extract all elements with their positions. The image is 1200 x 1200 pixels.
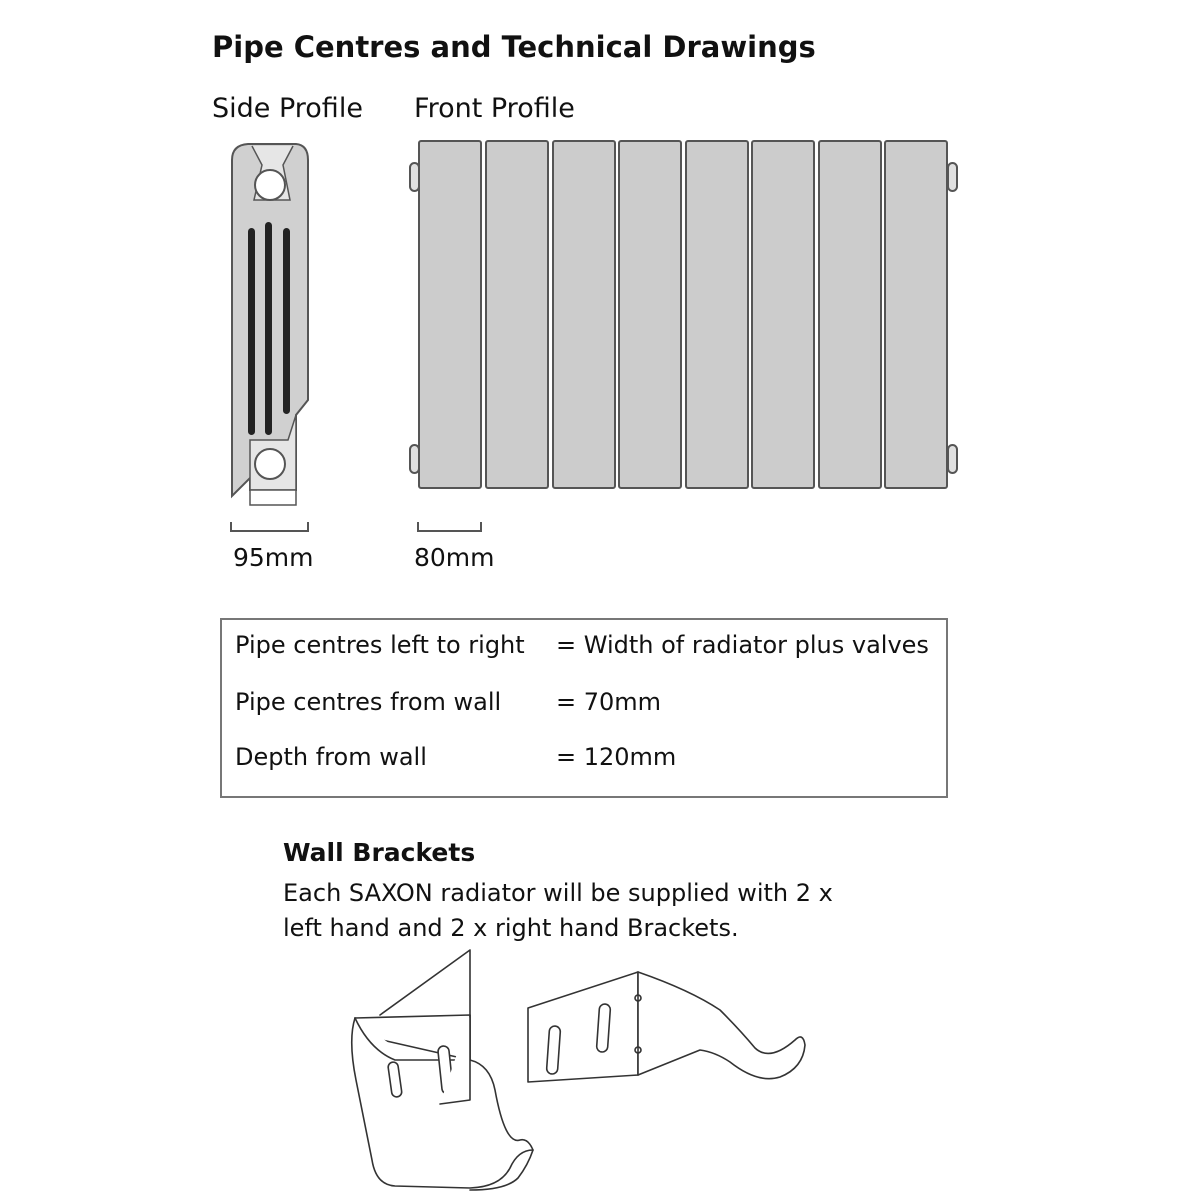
front-profile-right-bottom-valve (948, 445, 957, 473)
wall-brackets-line: left hand and 2 x right hand Brackets. (283, 914, 739, 942)
front-profile-right-top-valve (948, 163, 957, 191)
front-profile-left-top-valve (410, 163, 419, 191)
side-profile-dimension: 95mm (233, 543, 314, 572)
spec-value: = 70mm (556, 688, 662, 716)
wall-brackets-line: Each SAXON radiator will be supplied with 2 x (283, 879, 833, 907)
front-profile-section (486, 141, 548, 488)
side-profile-drawing (232, 144, 308, 505)
side-profile-slot-middle (265, 222, 272, 435)
spec-label: Depth from wall (235, 743, 427, 771)
front-profile-section (619, 141, 681, 488)
spec-table (220, 618, 948, 798)
page-title: Pipe Centres and Technical Drawings (212, 30, 816, 64)
side-dimension-bracket (231, 522, 308, 531)
front-profile-section (752, 141, 814, 488)
right-wall-bracket (528, 972, 805, 1082)
front-profile-section (819, 141, 881, 488)
wall-brackets-description (283, 876, 833, 946)
side-profile-base (250, 490, 296, 505)
spec-label: Pipe centres left to right (235, 631, 525, 659)
side-profile-slot-right (283, 228, 290, 414)
spec-value: = 120mm (556, 743, 677, 771)
spec-value: = Width of radiator plus valves (556, 631, 929, 659)
side-profile-slot-left (248, 228, 255, 435)
front-profile-section (686, 141, 748, 488)
front-profile-drawing (410, 141, 957, 488)
left-wall-bracket (352, 950, 533, 1190)
spec-label: Pipe centres from wall (235, 688, 502, 716)
side-profile-label: Side Profile (212, 93, 363, 124)
front-dimension-bracket (418, 522, 481, 531)
front-profile-section (885, 141, 947, 488)
wall-brackets-heading: Wall Brackets (283, 838, 476, 867)
front-profile-section (553, 141, 615, 488)
side-profile-bottom-pipe (255, 449, 285, 479)
front-profile-left-bottom-valve (410, 445, 419, 473)
side-profile-top-pipe (255, 170, 285, 200)
front-profile-label: Front Profile (414, 93, 575, 124)
front-profile-dimension: 80mm (414, 543, 495, 572)
front-profile-section (419, 141, 481, 488)
